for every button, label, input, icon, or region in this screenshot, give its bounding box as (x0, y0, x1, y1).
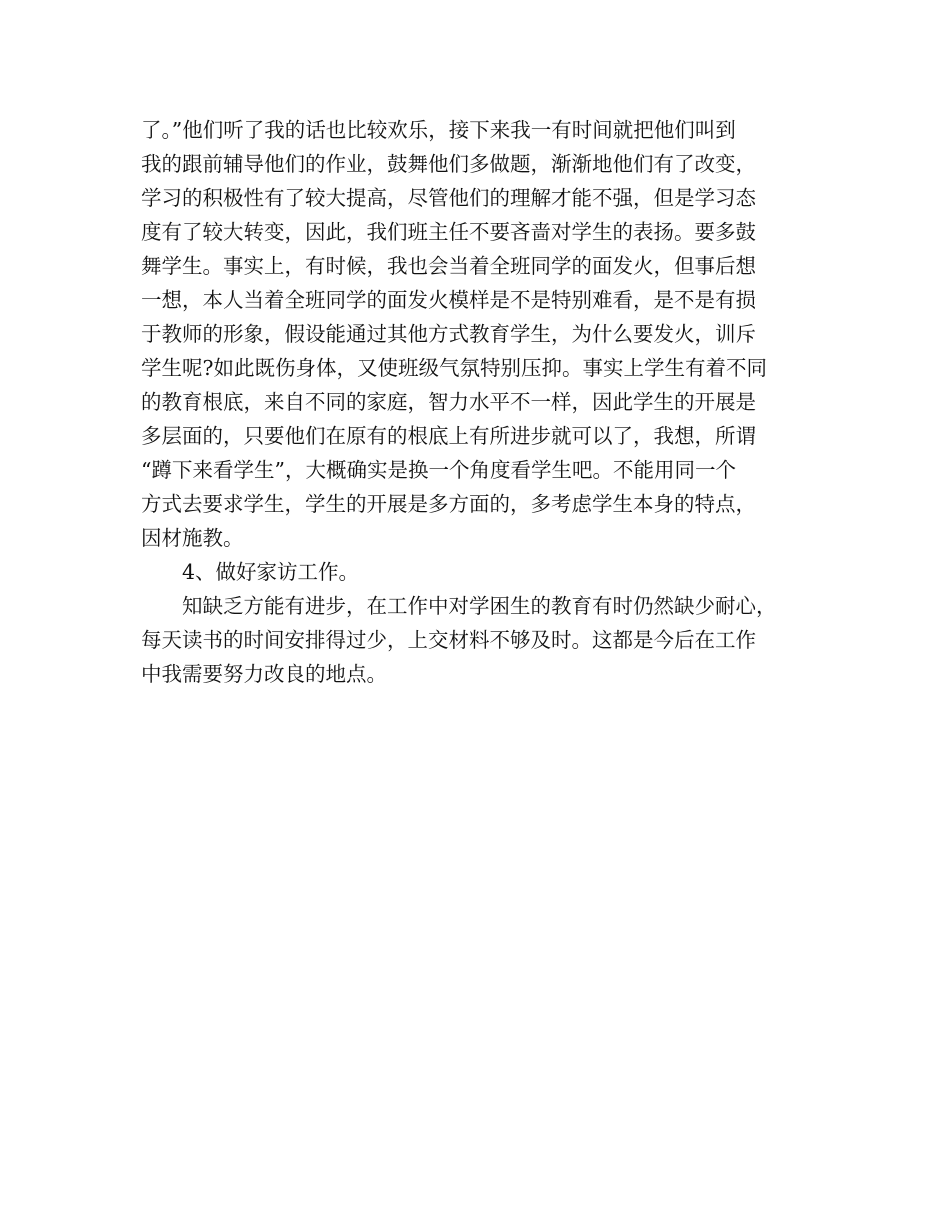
paragraph-1-line: 于教师的形象，假设能通过其他方式教育学生，为什么要发火，训斥 (141, 322, 756, 346)
section-heading-home-visits: 4、做好家访工作。 (182, 560, 360, 584)
paragraph-2 (141, 589, 841, 691)
paragraph-1-line: 学习的积极性有了较大提高，尽管他们的理解才能不强，但是学习态 (141, 186, 756, 210)
paragraph-2-line: 中我需要努力改良的地点。 (141, 662, 387, 686)
paragraph-1-line: 因材施教。 (141, 526, 244, 550)
document-body (141, 113, 841, 691)
paragraph-2-line: 知缺乏方能有进步，在工作中对学困生的教育有时仍然缺少耐心， (182, 594, 777, 618)
paragraph-1-line: 度有了较大转变，因此，我们班主任不要吝啬对学生的表扬。要多鼓 (141, 220, 756, 244)
paragraph-1-line: “蹲下来看学生”，大概确实是换一个角度看学生吧。不能用同一个 (141, 458, 736, 482)
paragraph-1-line: 学生呢?如此既伤身体，又使班级气氛特别压抑。事实上学生有着不同 (141, 356, 767, 380)
paragraph-1-line: 一想，本人当着全班同学的面发火模样是不是特别难看，是不是有损 (141, 288, 756, 312)
paragraph-1-line: 舞学生。事实上，有时候，我也会当着全班同学的面发火，但事后想 (141, 254, 756, 278)
paragraph-1-line: 我的跟前辅导他们的作业，鼓舞他们多做题，渐渐地他们有了改变， (141, 152, 756, 176)
paragraph-1 (141, 113, 841, 555)
paragraph-2-line: 每天读书的时间安排得过少，上交材料不够及时。这都是今后在工作 (141, 628, 756, 652)
paragraph-1-line: 多层面的，只要他们在原有的根底上有所进步就可以了，我想，所谓 (141, 424, 756, 448)
paragraph-1-line: 了。”他们听了我的话也比较欢乐，接下来我一有时间就把他们叫到 (141, 118, 736, 142)
paragraph-1-line: 的教育根底，来自不同的家庭，智力水平不一样，因此学生的开展是 (141, 390, 756, 414)
paragraph-1-line: 方式去要求学生，学生的开展是多方面的，多考虑学生本身的特点， (141, 492, 756, 516)
